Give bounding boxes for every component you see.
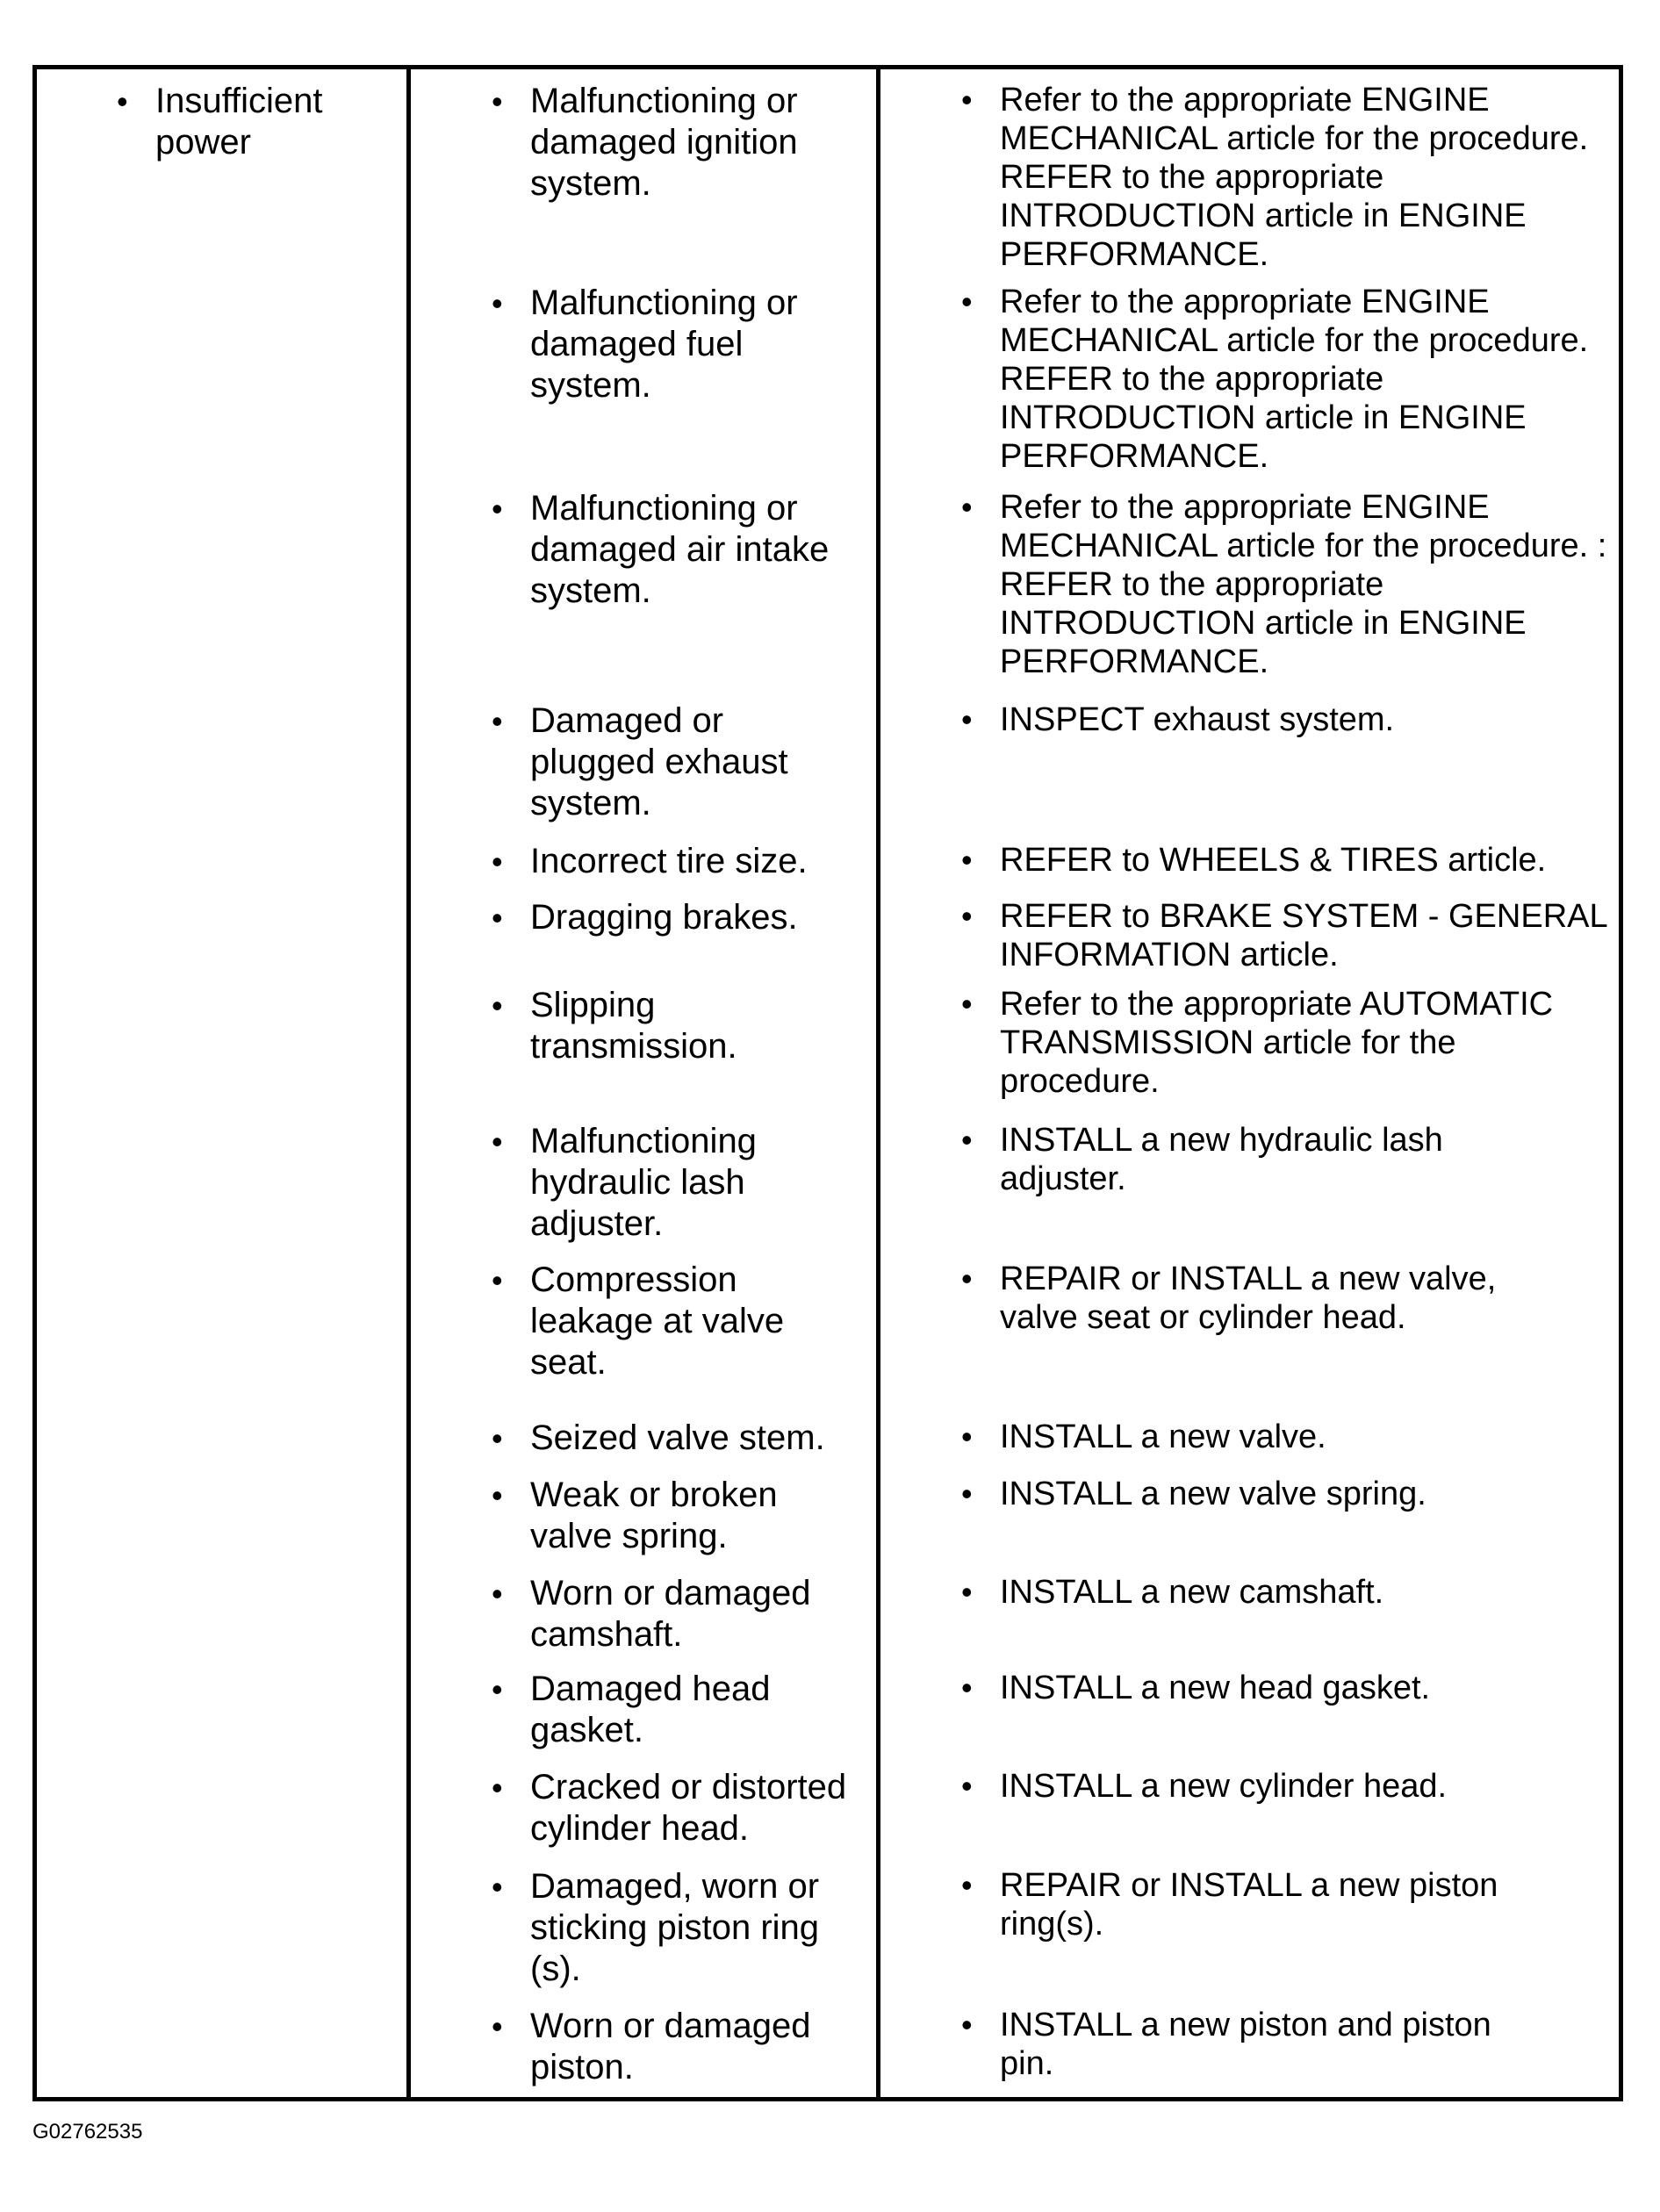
remedy-item-line: PERFORMANCE. [1000,236,1269,273]
cause-item-line: cylinder head. [530,1809,750,1848]
remedy-item-line: ring(s). [1000,1906,1104,1943]
remedy-item [961,2006,1491,2083]
cause-item-line: Malfunctioning or [530,489,798,528]
cause-item-line: adjuster. [530,1204,664,1243]
remedy-item-line: valve seat or cylinder head. [1000,1299,1406,1336]
bullet-icon: • [492,900,503,936]
remedy-item-line: INTRODUCTION article in ENGINE [1000,198,1527,234]
bullet-icon: • [117,83,128,119]
bullet-icon: • [492,1477,503,1513]
remedy-item [961,488,1607,681]
cause-item [492,81,798,205]
column-divider-2 [876,65,880,2101]
cause-item [492,897,798,938]
cause-item [492,283,798,406]
bullet-icon: • [961,842,973,878]
remedy-item [961,1767,1448,1806]
cause-item-line: valve spring. [530,1517,728,1555]
remedy-item [961,897,1608,974]
bullet-icon: • [492,1262,503,1298]
remedy-item [961,1121,1443,1198]
cause-item [492,1866,820,1990]
cause-item-line: Weak or broken [530,1476,778,1514]
cause-item [492,1475,778,1557]
symptom-item-line: power [155,123,251,162]
remedy-item-line: procedure. [1000,1063,1160,1100]
bullet-icon: • [961,701,973,737]
remedy-item-line: INSTALL a new cylinder head. [1000,1768,1448,1805]
bullet-icon: • [492,703,503,739]
cause-item [492,1669,771,1751]
bullet-icon: • [961,489,973,525]
bullet-icon: • [961,898,973,934]
cause-item-line: Compression [530,1260,737,1299]
remedy-item-line: MECHANICAL article for the procedure. [1000,322,1589,359]
cause-item-line: hydraulic lash [530,1163,745,1202]
bullet-icon: • [961,1574,973,1610]
remedy-item-line: INFORMATION article. [1000,937,1339,973]
cause-item-line: Incorrect tire size. [530,842,808,880]
remedy-item-line: PERFORMANCE. [1000,438,1269,475]
remedy-item-line: REFER to WHEELS & TIRES article. [1000,842,1547,879]
remedy-item-line: INSTALL a new valve spring. [1000,1476,1426,1512]
cause-item-line: plugged exhaust [530,743,788,781]
bullet-icon: • [492,83,503,119]
bullet-icon: • [492,844,503,880]
remedy-item [961,1866,1498,1943]
bullet-icon: • [492,1124,503,1160]
cause-item [492,1767,847,1849]
remedy-item-line: Refer to the appropriate ENGINE [1000,284,1490,320]
bullet-icon: • [961,284,973,320]
cause-item-line: leakage at valve [530,1302,785,1340]
cause-item-line: Worn or damaged [530,2007,811,2045]
bullet-icon: • [492,1770,503,1806]
cause-item [492,841,808,882]
remedy-item-line: REPAIR or INSTALL a new piston [1000,1867,1498,1904]
bullet-icon: • [961,1476,973,1512]
cause-item-line: Malfunctioning or [530,82,798,120]
remedy-item [961,700,1395,739]
cause-item-line: system. [530,571,651,610]
cause-item [492,985,737,1067]
cause-item-line: gasket. [530,1711,643,1749]
cause-item-line: damaged air intake [530,530,830,569]
cause-item-line: damaged fuel [530,325,744,363]
cause-item-line: seat. [530,1343,607,1382]
remedy-item-line: REFER to the appropriate [1000,361,1384,398]
cause-item-line: system. [530,366,651,405]
remedy-item-line: INSTALL a new head gasket. [1000,1670,1431,1706]
cause-item-line: Dragging brakes. [530,898,798,937]
bullet-icon: • [492,988,503,1023]
cause-item-line: (s). [530,1950,581,1988]
remedy-item [961,985,1554,1101]
remedy-item-line: TRANSMISSION article for the [1000,1024,1456,1061]
column-divider-1 [406,65,411,2101]
bullet-icon: • [961,2007,973,2043]
cause-item-line: system. [530,784,651,822]
remedy-item-line: REPAIR or INSTALL a new valve, [1000,1260,1497,1297]
cause-item-line: piston. [530,2048,634,2086]
bullet-icon: • [961,1260,973,1296]
remedy-item-line: Refer to the appropriate ENGINE [1000,489,1490,526]
remedy-item [961,1475,1426,1513]
cause-item-line: sticking piston ring [530,1908,820,1947]
bullet-icon: • [961,1418,973,1454]
remedy-item-line: INTRODUCTION article in ENGINE [1000,605,1527,642]
cause-item-line: Damaged or [530,701,724,740]
bullet-icon: • [961,82,973,118]
remedy-item-line: INSTALL a new camshaft. [1000,1574,1384,1611]
remedy-item [961,1260,1497,1337]
cause-item-line: Damaged, worn or [530,1867,820,1906]
bullet-icon: • [492,285,503,321]
remedy-item-line: adjuster. [1000,1160,1126,1197]
remedy-item [961,841,1547,880]
remedy-item [961,1573,1384,1612]
remedy-item-line: REFER to BRAKE SYSTEM - GENERAL [1000,898,1608,935]
bullet-icon: • [961,1768,973,1804]
cause-item-line: camshaft. [530,1615,683,1654]
cause-item [492,488,830,612]
bullet-icon: • [492,1576,503,1612]
remedy-item [961,81,1589,274]
remedy-item-line: PERFORMANCE. [1000,643,1269,680]
cause-item [492,1573,811,1655]
bullet-icon: • [492,1420,503,1456]
cause-item-line: Malfunctioning or [530,284,798,322]
cause-item-line: Malfunctioning [530,1122,757,1160]
remedy-item-line: Refer to the appropriate ENGINE [1000,82,1490,118]
remedy-item-line: INTRODUCTION article in ENGINE [1000,399,1527,436]
cause-item [492,1418,825,1459]
remedy-item-line: MECHANICAL article for the procedure. [1000,120,1589,157]
cause-item-line: damaged ignition [530,123,798,162]
bullet-icon: • [492,1869,503,1905]
remedy-item [961,283,1589,476]
remedy-item-line: REFER to the appropriate [1000,566,1384,603]
remedy-item-line: INSTALL a new hydraulic lash [1000,1122,1443,1159]
bullet-icon: • [961,986,973,1022]
symptom-item [117,81,323,163]
cause-item-line: Seized valve stem. [530,1418,825,1457]
remedy-item-line: INSPECT exhaust system. [1000,701,1395,738]
remedy-item [961,1669,1431,1707]
remedy-item-line: REFER to the appropriate [1000,159,1384,196]
bullet-icon: • [492,491,503,527]
bullet-icon: • [961,1867,973,1903]
remedy-item-line: INSTALL a new piston and piston [1000,2007,1491,2043]
cause-item-line: system. [530,164,651,203]
cause-item-line: Cracked or distorted [530,1768,847,1806]
cause-item-line: Slipping [530,986,656,1024]
bullet-icon: • [492,2008,503,2044]
remedy-item-line: MECHANICAL article for the procedure. : [1000,528,1607,564]
remedy-item [961,1418,1326,1456]
symptom-item-line: Insufficient [155,82,323,120]
cause-item-line: transmission. [530,1027,737,1066]
cause-item [492,700,788,824]
cause-item [492,2006,811,2088]
figure-id: G02762535 [32,2120,143,2144]
remedy-item-line: INSTALL a new valve. [1000,1418,1326,1455]
cause-item-line: Worn or damaged [530,1574,811,1612]
bullet-icon: • [492,1671,503,1707]
remedy-item-line: pin. [1000,2045,1054,2082]
remedy-item-line: Refer to the appropriate AUTOMATIC [1000,986,1554,1023]
bullet-icon: • [961,1670,973,1706]
cause-item [492,1260,785,1383]
cause-item-line: Damaged head [530,1670,771,1708]
cause-item [492,1121,757,1245]
bullet-icon: • [961,1122,973,1158]
